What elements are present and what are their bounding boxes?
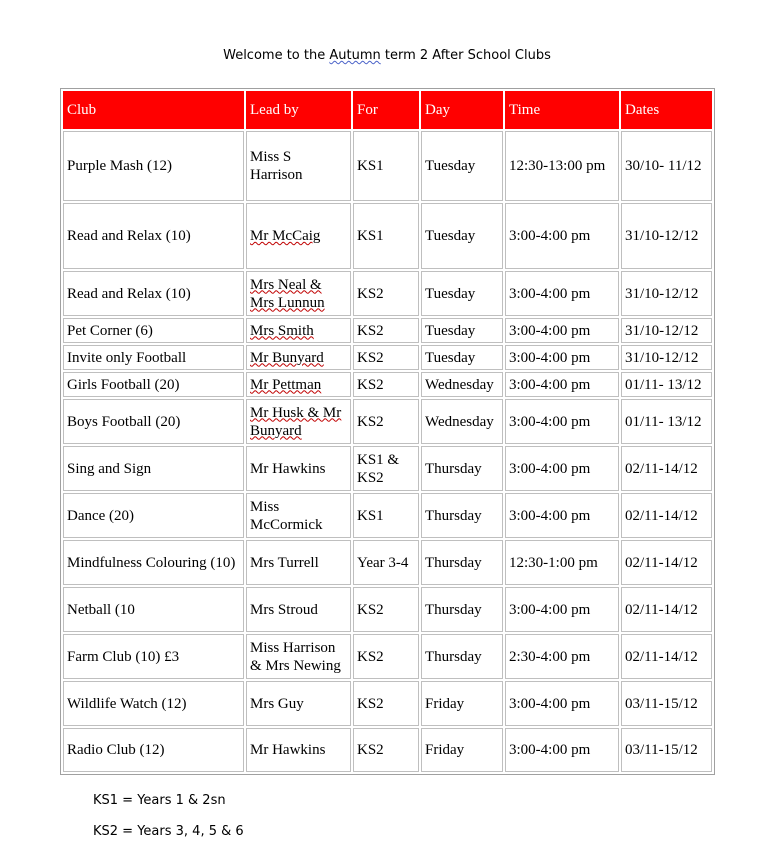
for-cell: KS2 bbox=[353, 372, 419, 397]
document-title bbox=[0, 48, 774, 63]
time-cell: 3:00-4:00 pm bbox=[505, 493, 619, 538]
lead-cell: Mrs Turrell bbox=[246, 540, 351, 585]
header-time: Time bbox=[505, 91, 619, 129]
time-cell: 3:00-4:00 pm bbox=[505, 728, 619, 772]
club-cell: Dance (20) bbox=[63, 493, 244, 538]
day-cell: Friday bbox=[421, 681, 503, 726]
lead-cell: Mr Hawkins bbox=[246, 446, 351, 491]
dates-cell: 03/11-15/12 bbox=[621, 681, 712, 726]
club-cell: Radio Club (12) bbox=[63, 728, 244, 772]
day-cell: Thursday bbox=[421, 493, 503, 538]
clubs-table-wrapper bbox=[60, 88, 715, 775]
lead-cell: Mr McCaig bbox=[246, 203, 351, 269]
header-day: Day bbox=[421, 91, 503, 129]
dates-cell: 31/10-12/12 bbox=[621, 345, 712, 370]
title-underlined-word: Autumn bbox=[329, 48, 381, 63]
lead-cell: Miss McCormick bbox=[246, 493, 351, 538]
note-ks2: KS2 = Years 3, 4, 5 & 6 bbox=[93, 824, 244, 839]
time-cell: 3:00-4:00 pm bbox=[505, 681, 619, 726]
table-header-row bbox=[63, 91, 712, 129]
for-cell: KS1 bbox=[353, 203, 419, 269]
for-cell: KS2 bbox=[353, 271, 419, 316]
for-cell: KS2 bbox=[353, 318, 419, 343]
table-row bbox=[63, 131, 712, 201]
for-cell: KS1 & KS2 bbox=[353, 446, 419, 491]
day-cell: Tuesday bbox=[421, 318, 503, 343]
club-cell: Wildlife Watch (12) bbox=[63, 681, 244, 726]
title-suffix: term 2 After School Clubs bbox=[380, 48, 551, 63]
table-row bbox=[63, 203, 712, 269]
lead-cell: Mrs Guy bbox=[246, 681, 351, 726]
time-cell: 12:30-1:00 pm bbox=[505, 540, 619, 585]
day-cell: Thursday bbox=[421, 446, 503, 491]
time-cell: 3:00-4:00 pm bbox=[505, 446, 619, 491]
table-row bbox=[63, 372, 712, 397]
dates-cell: 31/10-12/12 bbox=[621, 271, 712, 316]
day-cell: Wednesday bbox=[421, 399, 503, 444]
for-cell: KS2 bbox=[353, 345, 419, 370]
table-row bbox=[63, 681, 712, 726]
time-cell: 3:00-4:00 pm bbox=[505, 345, 619, 370]
lead-cell: Miss S Harrison bbox=[246, 131, 351, 201]
club-cell: Farm Club (10) £3 bbox=[63, 634, 244, 679]
for-cell: Year 3-4 bbox=[353, 540, 419, 585]
table-row bbox=[63, 728, 712, 772]
time-cell: 12:30-13:00 pm bbox=[505, 131, 619, 201]
club-cell: Pet Corner (6) bbox=[63, 318, 244, 343]
dates-cell: 02/11-14/12 bbox=[621, 493, 712, 538]
for-cell: KS1 bbox=[353, 493, 419, 538]
club-cell: Mindfulness Colouring (10) bbox=[63, 540, 244, 585]
time-cell: 3:00-4:00 pm bbox=[505, 318, 619, 343]
club-cell: Invite only Football bbox=[63, 345, 244, 370]
table-row bbox=[63, 540, 712, 585]
header-for: For bbox=[353, 91, 419, 129]
lead-cell: Miss Harrison & Mrs Newing bbox=[246, 634, 351, 679]
lead-cell: Mr Bunyard bbox=[246, 345, 351, 370]
dates-cell: 01/11- 13/12 bbox=[621, 399, 712, 444]
dates-cell: 02/11-14/12 bbox=[621, 446, 712, 491]
table-row bbox=[63, 318, 712, 343]
lead-cell: Mr Pettman bbox=[246, 372, 351, 397]
header-dates: Dates bbox=[621, 91, 712, 129]
club-cell: Purple Mash (12) bbox=[63, 131, 244, 201]
day-cell: Thursday bbox=[421, 587, 503, 632]
day-cell: Tuesday bbox=[421, 203, 503, 269]
table-row bbox=[63, 446, 712, 491]
dates-cell: 02/11-14/12 bbox=[621, 540, 712, 585]
lead-cell: Mr Hawkins bbox=[246, 728, 351, 772]
for-cell: KS2 bbox=[353, 681, 419, 726]
day-cell: Thursday bbox=[421, 540, 503, 585]
for-cell: KS2 bbox=[353, 634, 419, 679]
table-body bbox=[63, 131, 712, 772]
club-cell: Sing and Sign bbox=[63, 446, 244, 491]
club-cell: Girls Football (20) bbox=[63, 372, 244, 397]
table-row bbox=[63, 587, 712, 632]
table-row bbox=[63, 271, 712, 316]
day-cell: Thursday bbox=[421, 634, 503, 679]
title-prefix: Welcome to the bbox=[223, 48, 330, 63]
time-cell: 2:30-4:00 pm bbox=[505, 634, 619, 679]
lead-cell: Mrs Neal & Mrs Lunnun bbox=[246, 271, 351, 316]
header-lead-by: Lead by bbox=[246, 91, 351, 129]
for-cell: KS2 bbox=[353, 399, 419, 444]
day-cell: Tuesday bbox=[421, 131, 503, 201]
day-cell: Tuesday bbox=[421, 345, 503, 370]
note-ks1: KS1 = Years 1 & 2sn bbox=[93, 793, 226, 808]
lead-cell: Mr Husk & Mr Bunyard bbox=[246, 399, 351, 444]
dates-cell: 03/11-15/12 bbox=[621, 728, 712, 772]
time-cell: 3:00-4:00 pm bbox=[505, 271, 619, 316]
table-row bbox=[63, 345, 712, 370]
lead-cell: Mrs Smith bbox=[246, 318, 351, 343]
day-cell: Tuesday bbox=[421, 271, 503, 316]
for-cell: KS2 bbox=[353, 728, 419, 772]
time-cell: 3:00-4:00 pm bbox=[505, 203, 619, 269]
club-cell: Read and Relax (10) bbox=[63, 271, 244, 316]
table-row bbox=[63, 399, 712, 444]
club-cell: Netball (10 bbox=[63, 587, 244, 632]
club-cell: Boys Football (20) bbox=[63, 399, 244, 444]
day-cell: Wednesday bbox=[421, 372, 503, 397]
time-cell: 3:00-4:00 pm bbox=[505, 372, 619, 397]
time-cell: 3:00-4:00 pm bbox=[505, 399, 619, 444]
dates-cell: 31/10-12/12 bbox=[621, 318, 712, 343]
clubs-table bbox=[60, 88, 715, 775]
dates-cell: 01/11- 13/12 bbox=[621, 372, 712, 397]
table-row bbox=[63, 634, 712, 679]
for-cell: KS2 bbox=[353, 587, 419, 632]
club-cell: Read and Relax (10) bbox=[63, 203, 244, 269]
for-cell: KS1 bbox=[353, 131, 419, 201]
table-row bbox=[63, 493, 712, 538]
header-club: Club bbox=[63, 91, 244, 129]
day-cell: Friday bbox=[421, 728, 503, 772]
dates-cell: 30/10- 11/12 bbox=[621, 131, 712, 201]
time-cell: 3:00-4:00 pm bbox=[505, 587, 619, 632]
lead-cell: Mrs Stroud bbox=[246, 587, 351, 632]
dates-cell: 02/11-14/12 bbox=[621, 634, 712, 679]
dates-cell: 02/11-14/12 bbox=[621, 587, 712, 632]
dates-cell: 31/10-12/12 bbox=[621, 203, 712, 269]
